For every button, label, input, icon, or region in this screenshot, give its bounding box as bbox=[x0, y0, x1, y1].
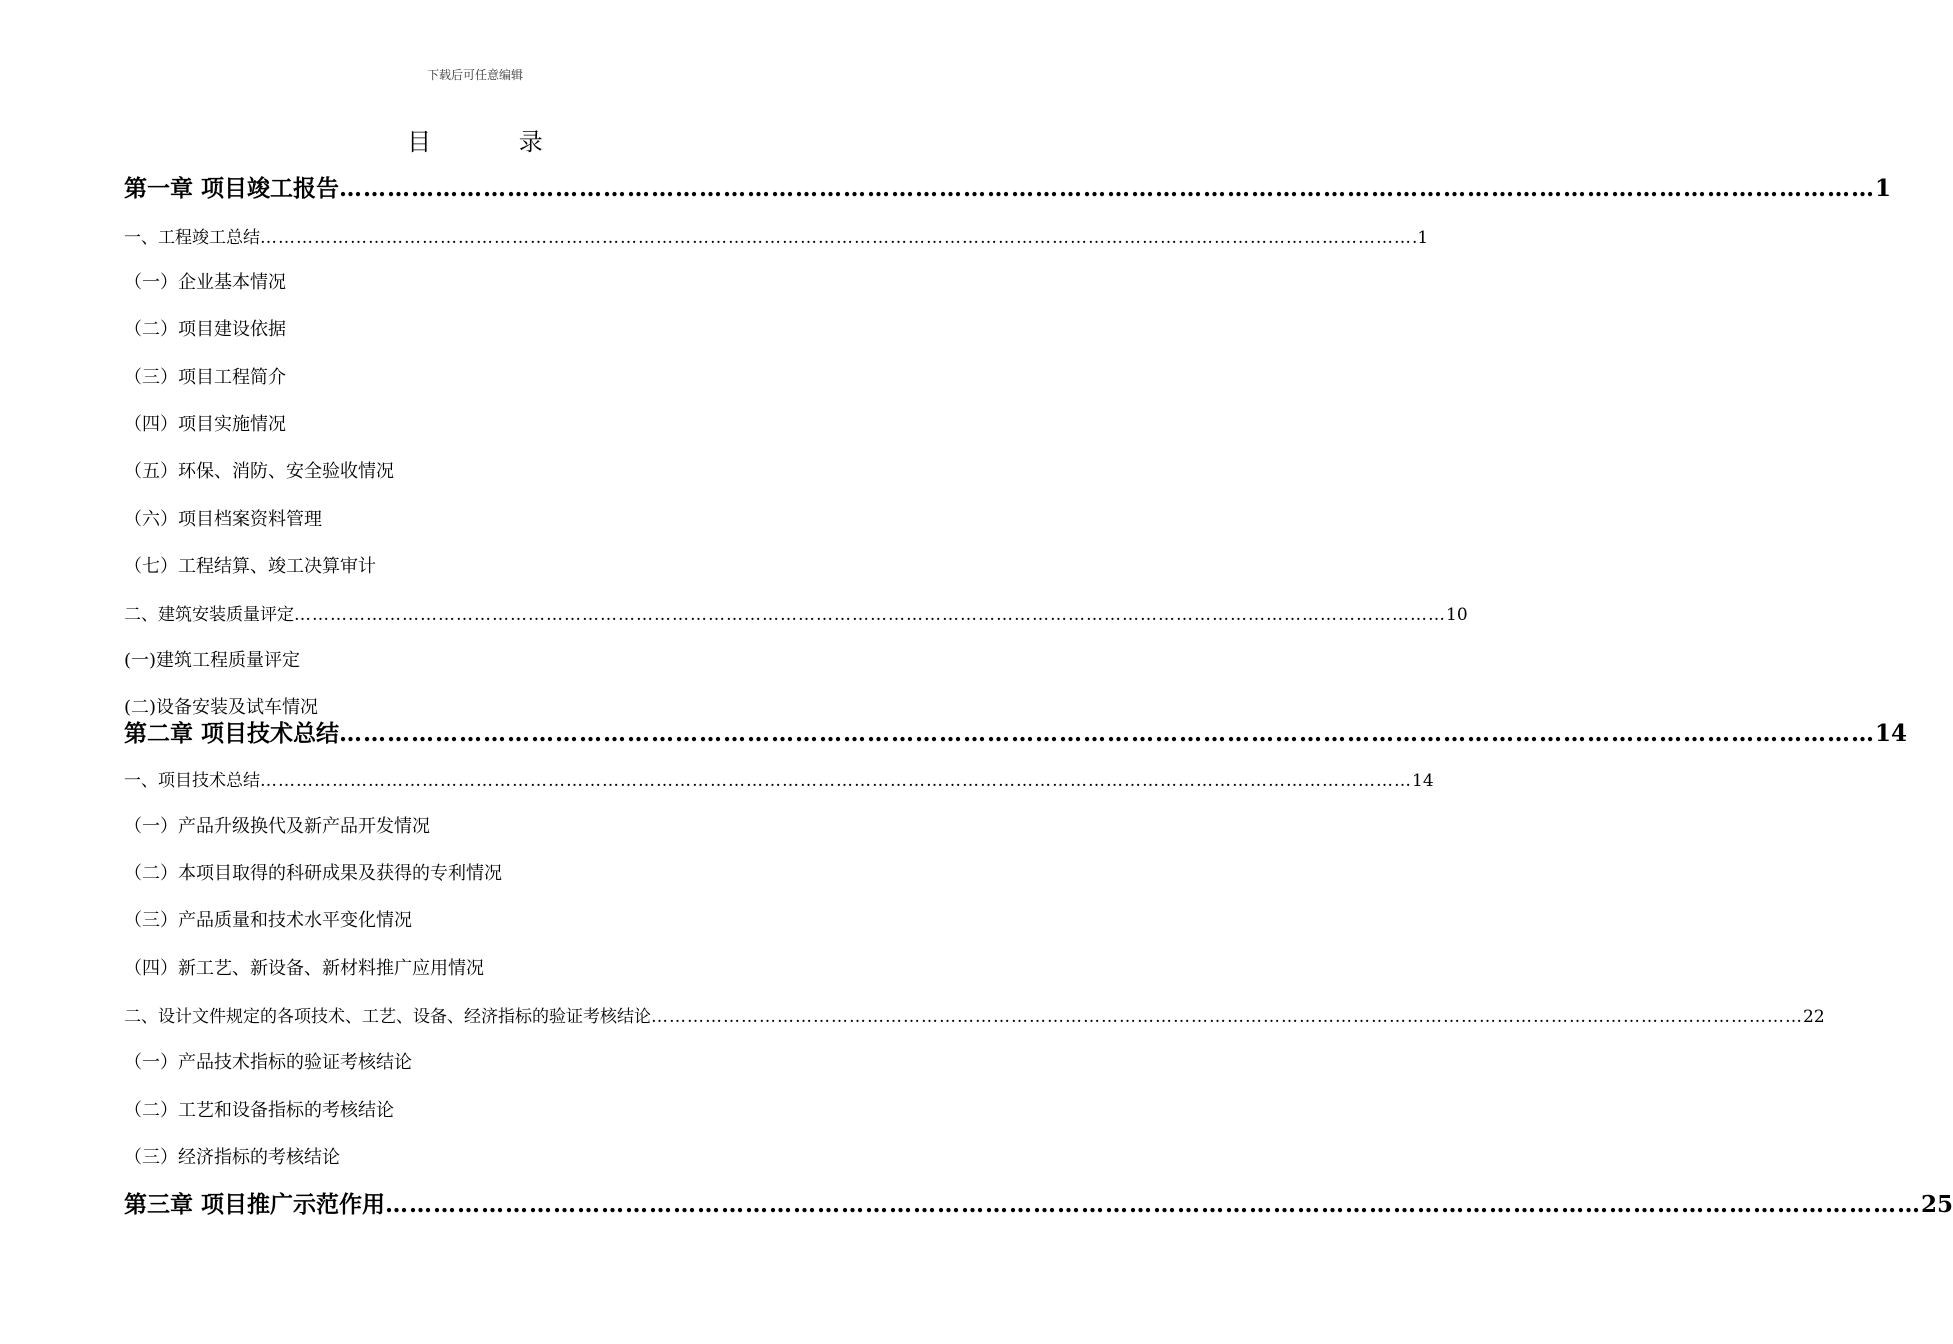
dot-leader: ………………………………………………………………………………………………………………………………………………………………………… bbox=[651, 1007, 1803, 1027]
toc-sub-1-1-6[interactable] bbox=[124, 505, 322, 531]
toc-entry-text: 一、工程竣工总结 bbox=[124, 228, 260, 248]
toc-sub-2-2-3[interactable] bbox=[124, 1143, 340, 1169]
toc-sub-1-1-3[interactable] bbox=[124, 363, 286, 389]
toc-sub-1-1-1[interactable] bbox=[124, 268, 286, 294]
toc-entry-text: （四）新工艺、新设备、新材料推广应用情况 bbox=[124, 958, 484, 979]
toc-page-number: 22 bbox=[1803, 1007, 1825, 1027]
toc-entry-text: （一）产品升级换代及新产品开发情况 bbox=[124, 816, 430, 837]
toc-entry-text: （六）项目档案资料管理 bbox=[124, 509, 322, 530]
toc-title: 目 录 bbox=[407, 128, 583, 156]
toc-entry-text: 第一章 项目竣工报告 bbox=[124, 175, 340, 202]
toc-entry-text: （四）项目实施情况 bbox=[124, 414, 286, 435]
toc-entry-text: (一)建筑工程质量评定 bbox=[124, 650, 301, 671]
toc-sub-2-2-2[interactable] bbox=[124, 1096, 394, 1122]
toc-entry-text: （三）经济指标的考核结论 bbox=[124, 1147, 340, 1168]
toc-sub-1-1-2[interactable] bbox=[124, 315, 286, 341]
toc-entry-text: 第三章 项目推广示范作用 bbox=[124, 1191, 386, 1218]
toc-sub-2-1-2[interactable] bbox=[124, 859, 502, 885]
toc-entry-text: （五）环保、消防、安全验收情况 bbox=[124, 461, 394, 482]
toc-sub-2-1-4[interactable] bbox=[124, 954, 484, 980]
toc-page-number: 25 bbox=[1921, 1191, 1953, 1218]
toc-entry-text: （一）产品技术指标的验证考核结论 bbox=[124, 1052, 412, 1073]
toc-entry-text: （二）本项目取得的科研成果及获得的专利情况 bbox=[124, 863, 502, 884]
toc-section-1-2[interactable] bbox=[124, 600, 1468, 625]
toc-sub-2-1-1[interactable] bbox=[124, 812, 430, 838]
dot-leader: ………………………………………………………………………………………………………………………………………………………………………… bbox=[260, 771, 1412, 791]
dot-leader: ………………………………………………………………………………………………………………………………………………………………………… bbox=[339, 175, 1876, 202]
toc-section-1-1[interactable] bbox=[124, 223, 1429, 248]
toc-entry-text: 二、设计文件规定的各项技术、工艺、设备、经济指标的验证考核结论 bbox=[124, 1007, 651, 1027]
dot-leader: ………………………………………………………………………………………………………………………………………………………………………… bbox=[260, 228, 1412, 248]
toc-chapter-3[interactable] bbox=[124, 1186, 1953, 1219]
dot-leader: ………………………………………………………………………………………………………………………………………………………………………… bbox=[385, 1191, 1922, 1218]
toc-sub-1-1-5[interactable] bbox=[124, 457, 394, 483]
toc-page-number: 14 bbox=[1412, 771, 1434, 791]
dot-leader: ………………………………………………………………………………………………………………………………………………………………………… bbox=[339, 720, 1876, 747]
toc-entry-text: （一）企业基本情况 bbox=[124, 272, 286, 293]
header-note: 下载后可任意编辑 bbox=[426, 68, 523, 82]
toc-page-number: 14 bbox=[1875, 720, 1908, 747]
toc-entry-text: 一、项目技术总结 bbox=[124, 771, 260, 791]
toc-entry-text: 二、建筑安装质量评定 bbox=[124, 605, 294, 625]
toc-entry-text: （三）产品质量和技术水平变化情况 bbox=[124, 910, 412, 931]
toc-sub-2-1-3[interactable] bbox=[124, 906, 412, 932]
toc-entry-text: （二）工艺和设备指标的考核结论 bbox=[124, 1100, 394, 1121]
toc-entry-text: （二）项目建设依据 bbox=[124, 319, 286, 340]
toc-sub-1-1-7[interactable] bbox=[124, 552, 376, 578]
toc-entry-text: （三）项目工程简介 bbox=[124, 367, 286, 388]
toc-section-2-1[interactable] bbox=[124, 766, 1434, 791]
toc-entry-text: (二)设备安装及试车情况 bbox=[124, 697, 319, 718]
toc-section-2-2[interactable] bbox=[124, 1002, 1825, 1027]
toc-chapter-2[interactable] bbox=[124, 715, 1908, 748]
toc-chapter-1[interactable] bbox=[124, 170, 1892, 203]
toc-entry-text: 第二章 项目技术总结 bbox=[124, 720, 340, 747]
toc-sub-2-2-1[interactable] bbox=[124, 1048, 412, 1074]
dot-leader: ………………………………………………………………………………………………………………………………………………………………………… bbox=[294, 605, 1446, 625]
toc-page-number: .1 bbox=[1412, 228, 1429, 248]
toc-sub-1-2-1[interactable] bbox=[124, 646, 300, 672]
toc-page-number: 10 bbox=[1446, 605, 1468, 625]
toc-page-number: 1 bbox=[1875, 175, 1892, 202]
toc-sub-1-1-4[interactable] bbox=[124, 410, 286, 436]
toc-entry-text: （七）工程结算、竣工决算审计 bbox=[124, 556, 376, 577]
